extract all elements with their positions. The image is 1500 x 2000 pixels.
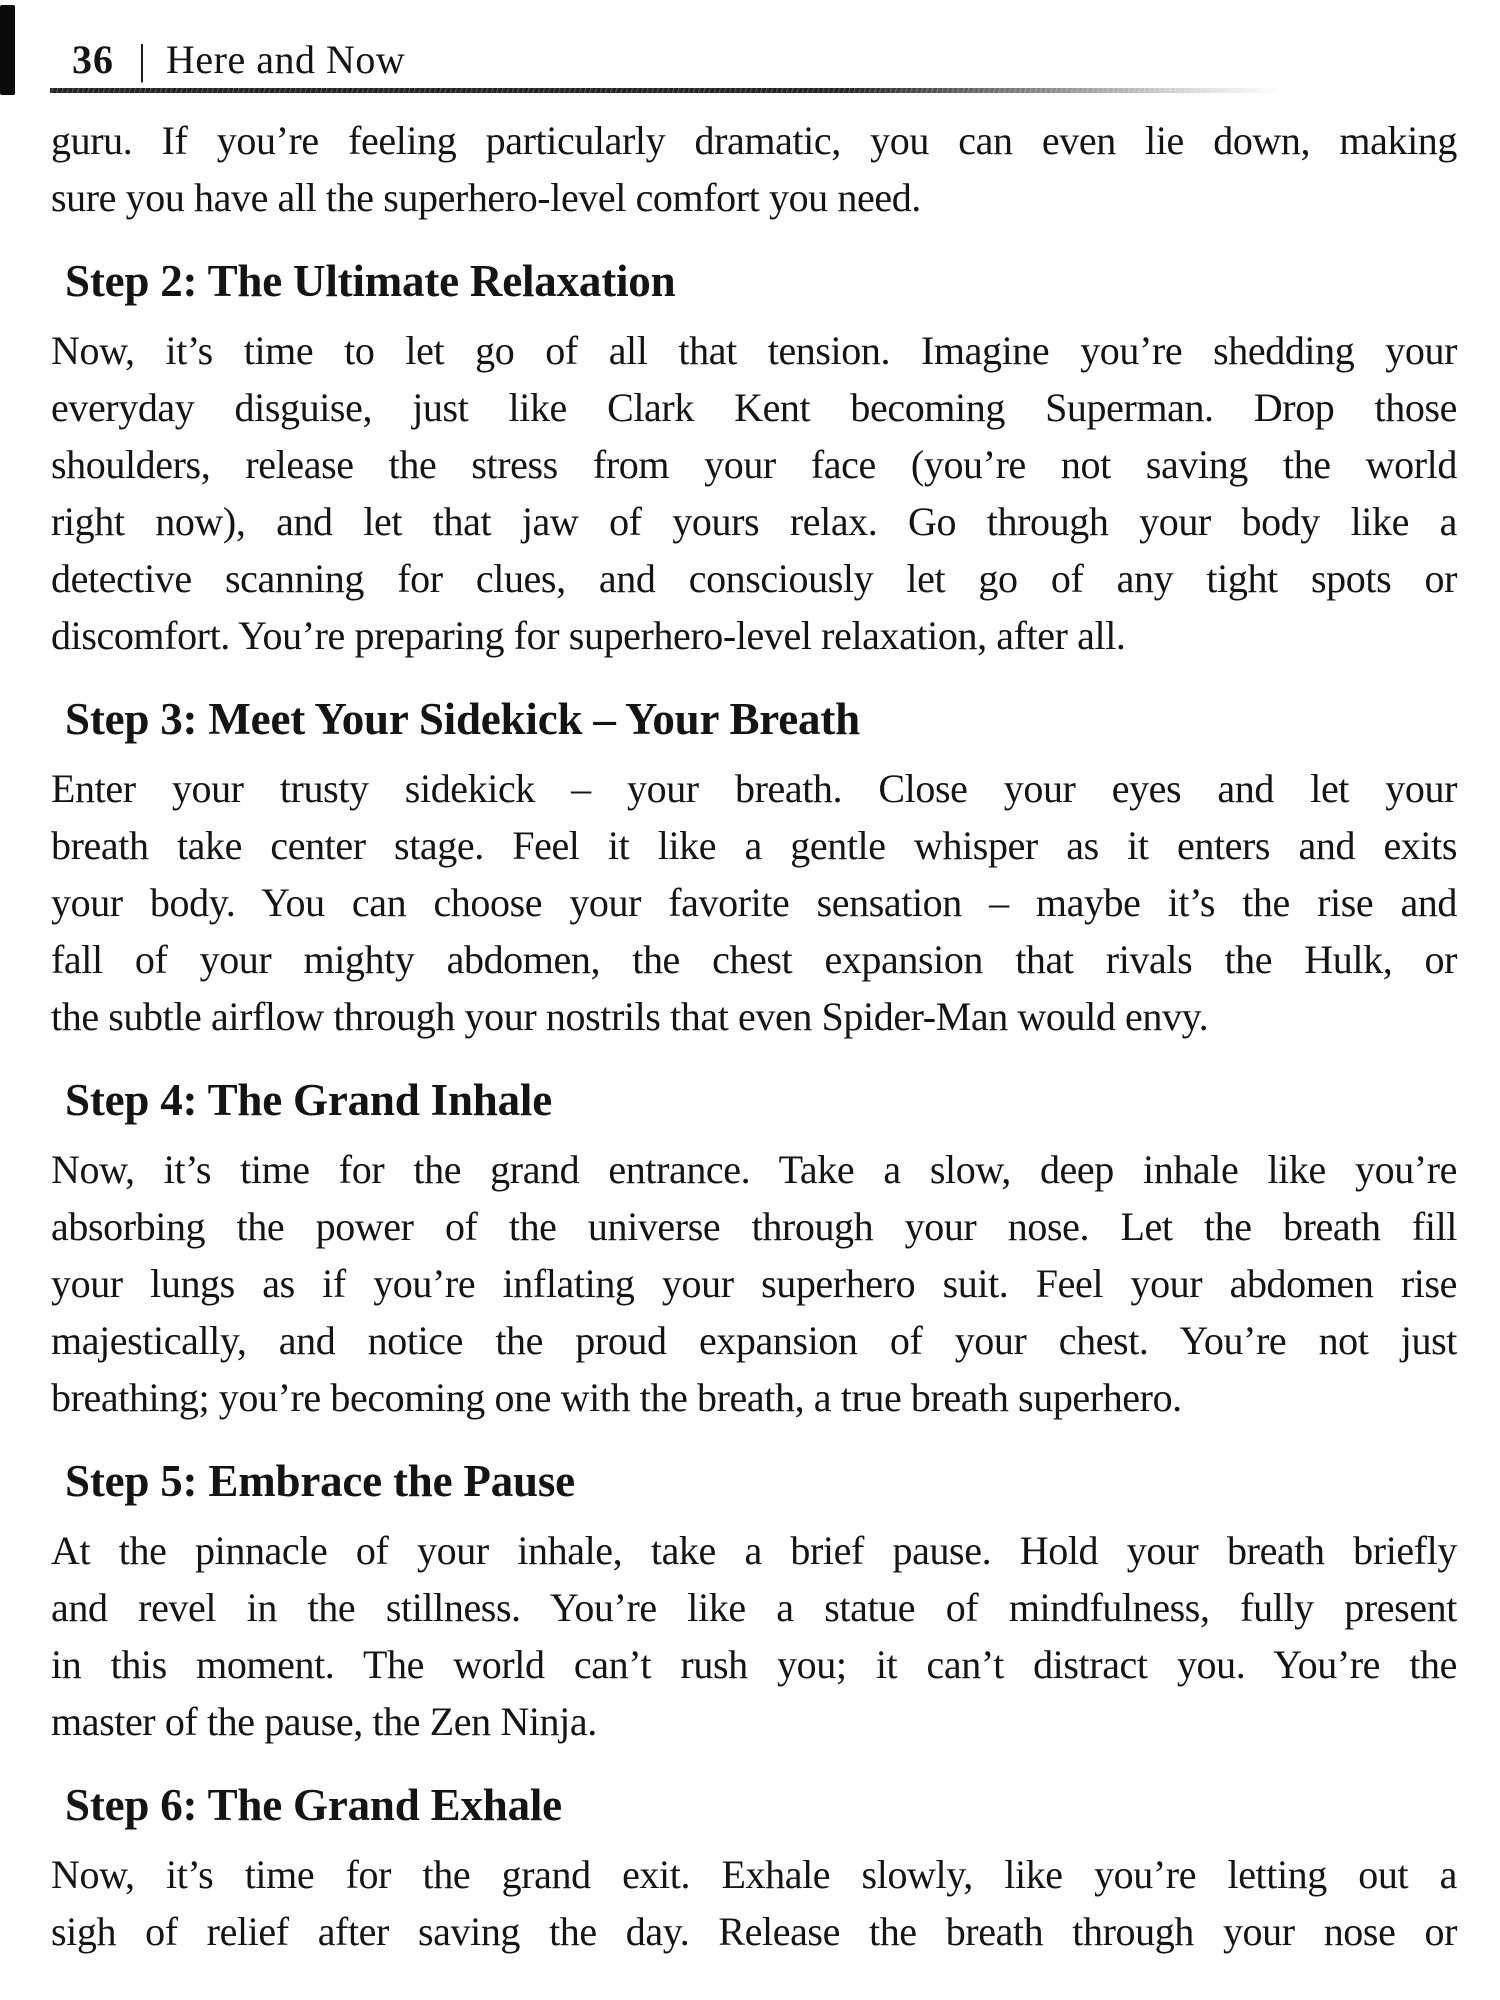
paragraph-line: detective scanning for clues, and consciously let go of any tight spots or: [51, 556, 1457, 601]
paragraph-line: sure you have all the superhero-level comfort you need.: [51, 175, 921, 220]
paragraph-line: and revel in the stillness. You’re like a statue of mindfulness, fully present: [51, 1585, 1457, 1630]
paragraph: [51, 1846, 1457, 1960]
paragraph: [51, 1522, 1457, 1750]
paragraph-line: master of the pause, the Zen Ninja.: [51, 1699, 597, 1744]
paragraph-line: Now, it’s time to let go of all that tension. Imagine you’re shedding your: [51, 328, 1457, 373]
header-rule: [50, 88, 1464, 93]
scan-artifact-mark: [0, 5, 15, 95]
header-separator: |: [138, 35, 147, 84]
paragraph-line: your lungs as if you’re inflating your superhero suit. Feel your abdomen rise: [51, 1261, 1457, 1306]
paragraph: [51, 1141, 1457, 1426]
paragraph: [51, 760, 1457, 1045]
paragraph-line: sigh of relief after saving the day. Release the breath through your nose or: [51, 1909, 1457, 1954]
paragraph: [51, 322, 1457, 664]
paragraph-line: majestically, and notice the proud expansion of your chest. You’re not just: [51, 1318, 1457, 1363]
section-heading: Step 2: The Ultimate Relaxation: [65, 256, 676, 306]
paragraph-line: guru. If you’re feeling particularly dramatic, you can even lie down, making: [51, 118, 1457, 163]
paragraph-line: your body. You can choose your favorite sensation – maybe it’s the rise and: [51, 880, 1457, 925]
paragraph-line: Enter your trusty sidekick – your breath. Close your eyes and let your: [51, 766, 1457, 811]
page-number: 36: [72, 37, 114, 82]
paragraph-line: everyday disguise, just like Clark Kent becoming Superman. Drop those: [51, 385, 1457, 430]
paragraph-line: absorbing the power of the universe through your nose. Let the breath fill: [51, 1204, 1457, 1249]
paragraph-line: discomfort. You’re preparing for superhero-level relaxation, after all.: [51, 613, 1126, 658]
paragraph-line: shoulders, release the stress from your face (you’re not saving the world: [51, 442, 1457, 487]
paragraph-line: in this moment. The world can’t rush you; it can’t distract you. You’re the: [51, 1642, 1457, 1687]
running-title: Here and Now: [166, 37, 406, 82]
section-heading: Step 5: Embrace the Pause: [65, 1456, 575, 1506]
section-heading: Step 4: The Grand Inhale: [65, 1075, 552, 1125]
paragraph-line: breathing; you’re becoming one with the breath, a true breath superhero.: [51, 1375, 1182, 1420]
section-heading: Step 6: The Grand Exhale: [65, 1780, 562, 1830]
paragraph-line: At the pinnacle of your inhale, take a brief pause. Hold your breath briefly: [51, 1528, 1457, 1573]
paragraph-line: fall of your mighty abdomen, the chest expansion that rivals the Hulk, or: [51, 937, 1457, 982]
paragraph-line: right now), and let that jaw of yours relax. Go through your body like a: [51, 499, 1457, 544]
paragraph-line: Now, it’s time for the grand entrance. Take a slow, deep inhale like you’re: [51, 1147, 1457, 1192]
page-header: [52, 35, 406, 84]
paragraph-line: the subtle airflow through your nostrils that even Spider-Man would envy.: [51, 994, 1209, 1039]
paragraph-line: breath take center stage. Feel it like a gentle whisper as it enters and exits: [51, 823, 1457, 868]
page-body: [51, 96, 1457, 1960]
paragraph: [51, 112, 1457, 226]
paragraph-line: Now, it’s time for the grand exit. Exhale slowly, like you’re letting out a: [51, 1852, 1457, 1897]
section-heading: Step 3: Meet Your Sidekick – Your Breath: [65, 694, 860, 744]
